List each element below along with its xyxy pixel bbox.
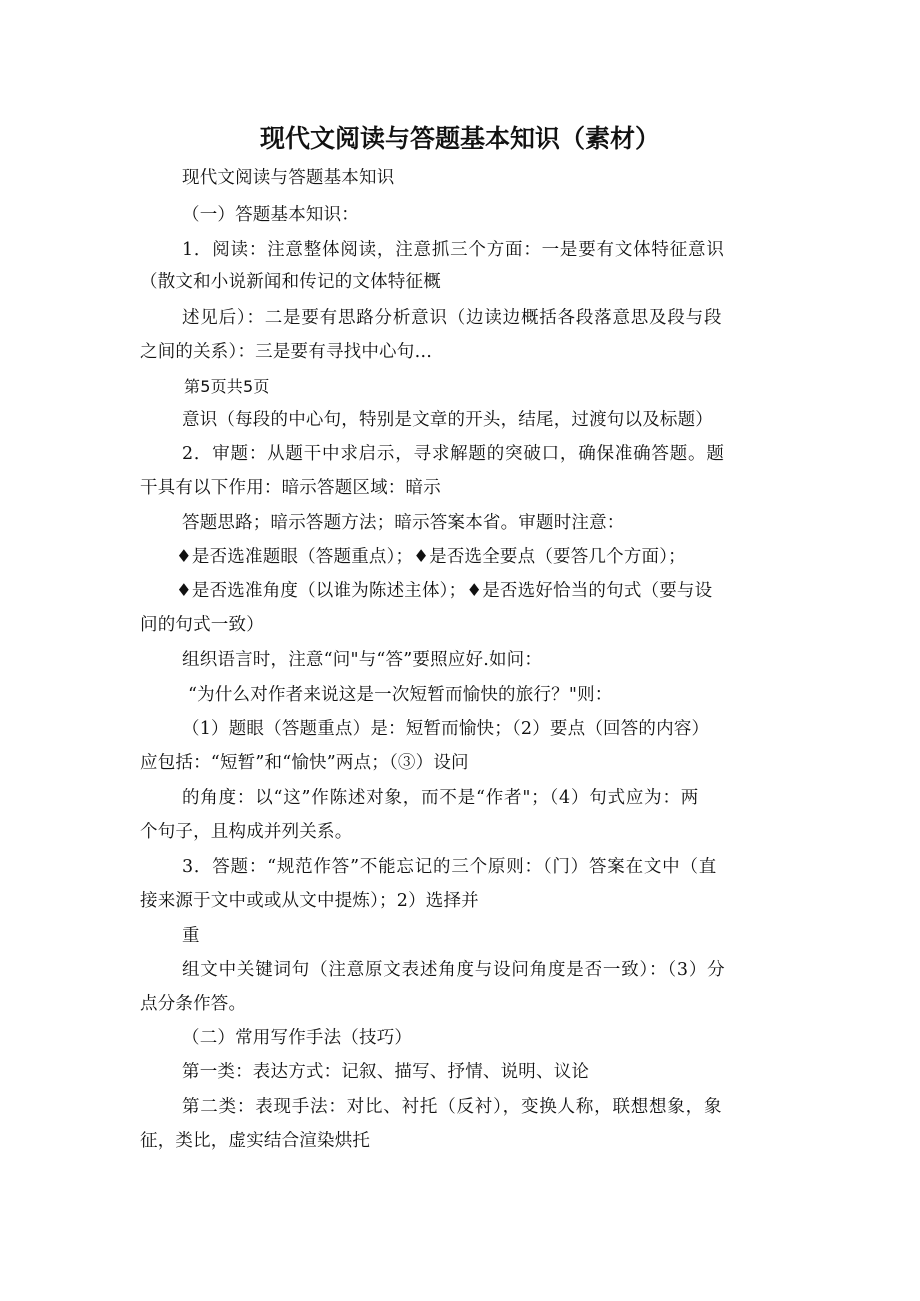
paragraph-line: （散文和小说新闻和传记的文体特征概 [140,272,441,292]
paragraph-line: 问的句式一致） [140,615,264,635]
section-heading: （二）常用写作手法（技巧） [182,1028,413,1048]
subtitle-line: 现代文阅读与答题基本知识 [182,168,395,188]
paragraph-line: 3．答题：“规范作答”不能忘记的三个原则：（门）答案在文中（直 [182,857,718,877]
bullet-line: ♦是否选准角度（以谁为陈述主体）；♦是否选好恰当的句式（要与设 [176,581,713,601]
paragraph-line: 重 [182,926,200,946]
quote-line: “为什么对作者来说这是一次短暂而愉快的旅行？"则： [188,685,613,705]
paragraph-line: 个句子，且构成并列关系。 [140,822,353,842]
paragraph-line: 2．审题：从题干中求启示，寻求解题的突破口，确保准确答题。题 [182,444,725,464]
paragraph-line: 的角度：以“这”作陈述对象，而不是“作者"；（4）句式应为：两 [182,788,700,808]
section-heading: （一）答题基本知识： [182,205,359,225]
paragraph-line: 应包括：“短暂”和“愉快”两点；（③）设问 [140,753,469,773]
paragraph-line: 之间的关系）：三是要有寻找中心句… [140,342,433,362]
paragraph-line: 干具有以下作用：暗示答题区域：暗示 [140,478,441,498]
paragraph-line: 意识（每段的中心句，特别是文章的开头，结尾，过渡句以及标题） [182,410,713,430]
paragraph-line: 组文中关键词句（注意原文表述角度与设问角度是否一致）：（3）分 [182,960,726,980]
paragraph-line: 接来源于文中或或从文中提炼）；2）选择并 [140,891,479,911]
paragraph-line: 1．阅读：注意整体阅读，注意抓三个方面：一是要有文体特征意识 [182,240,725,260]
paragraph-line: 第二类：表现手法：对比、衬托（反衬），变换人称，联想想象，象 [182,1097,723,1117]
document-title: 现代文阅读与答题基本知识（素材） [259,124,660,153]
bullet-line: ♦是否选准题眼（答题重点）；♦是否选全要点（要答几个方面）； [176,547,686,567]
paragraph-line: （1）题眼（答题重点）是：短暂而愉快；（2）要点（回答的内容） [182,719,710,739]
paragraph-line: 第一类：表达方式：记叙、描写、抒情、说明、议论 [182,1062,590,1082]
paragraph-line: 述见后）：二是要有思路分析意识（边读边概括各段落意思及段与段 [182,308,723,328]
paragraph-line: 征，类比，虚实结合渲染烘托 [140,1131,371,1151]
paragraph-line: 答题思路；暗示答题方法；暗示答案本省。审题时注意： [182,513,625,533]
paragraph-line: 点分条作答。 [140,994,247,1014]
page-number: 第5页共5页 [184,377,270,396]
paragraph-line: 组织语言时，注意“问"与“答”要照应好.如问： [182,650,543,670]
